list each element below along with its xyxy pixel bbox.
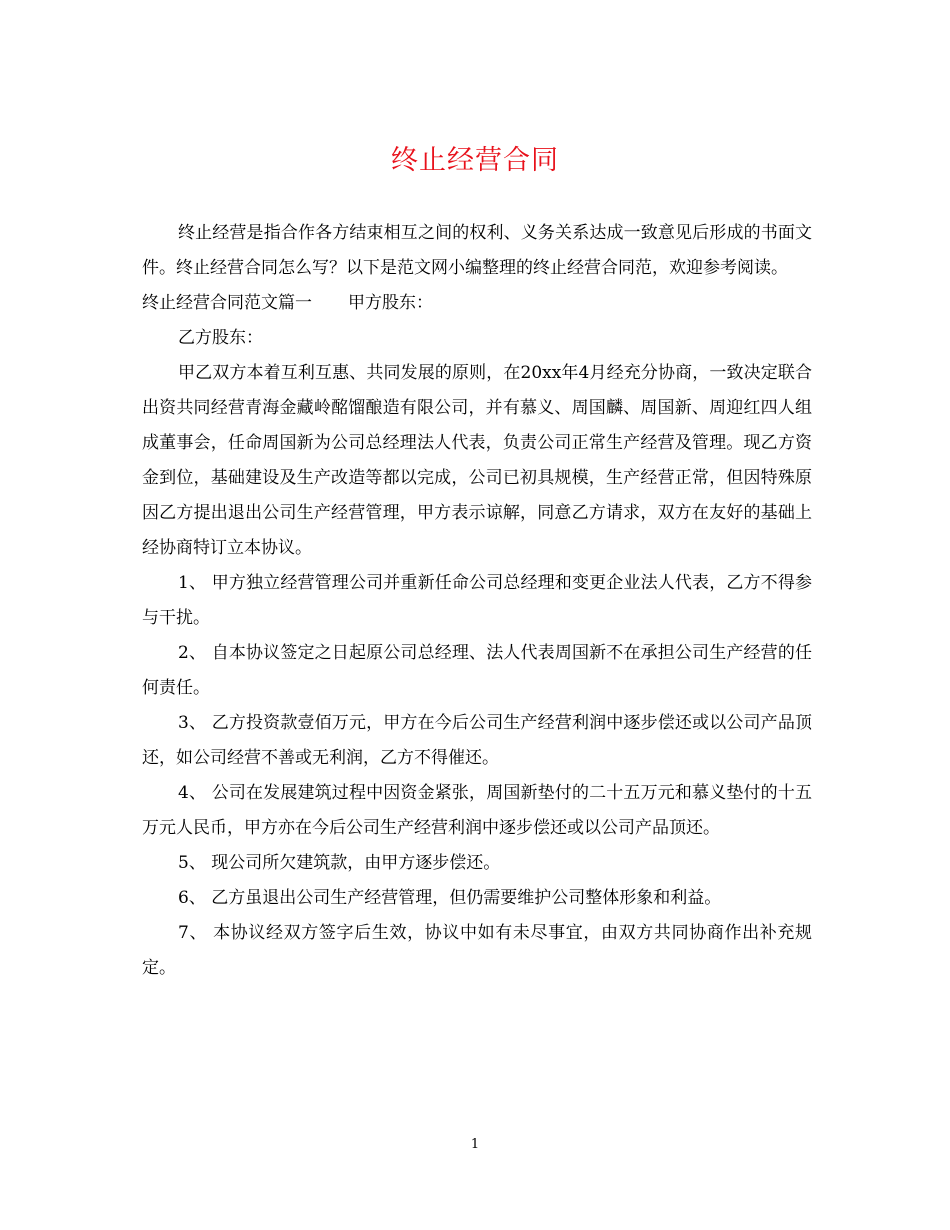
section-heading: 终止经营合同范文篇一 xyxy=(142,293,312,313)
clause-3: 3、 乙方投资款壹佰万元，甲方在今后公司生产经营利润中逐步偿还或以公司产品顶还，如公司经营不善或无利润，乙方不得催还。 xyxy=(142,713,812,768)
preamble-paragraph: 甲乙双方本着互利互惠、共同发展的原则，在20xx年4月经充分协商，一致决定联合出资共同经营青海金藏岭酩馏酿造有限公司，并有慕义、周国麟、周国新、周迎红四人组成董事会，任命周国新为公司总经理法人代表，负责公司正常生产经营及管理。现乙方资金到位，基础建设及生产改造等都以完成，公司已初具规模，生产经营正常，但因特殊原因乙方提出退出公司生产经营管理，甲方表示谅解，同意乙方请求，双方在友好的基础上经协商特订立本协议。 xyxy=(142,363,812,558)
page-number: 1 xyxy=(470,1137,480,1152)
clause-7: 7、 本协议经双方签字后生效，协议中如有未尽事宜，由双方共同协商作出补充规定。 xyxy=(142,923,812,978)
party-a-label: 甲方股东： xyxy=(348,293,433,313)
clause-5: 5、 现公司所欠建筑款，由甲方逐步偿还。 xyxy=(178,853,501,873)
document-title: 终止经营合同 xyxy=(391,145,559,176)
clause-6: 6、 乙方虽退出公司生产经营管理，但仍需要维护公司整体形象和利益。 xyxy=(178,888,722,908)
section-heading-line xyxy=(142,286,812,321)
clause-1: 1、 甲方独立经营管理公司并重新任命公司总经理和变更企业法人代表，乙方不得参与干扰。 xyxy=(142,573,812,628)
party-b-label: 乙方股东： xyxy=(178,328,263,348)
clause-4: 4、 公司在发展建筑过程中因资金紧张，周国新垫付的二十五万元和慕义垫付的十五万元人民币，甲方亦在今后公司生产经营利润中逐步偿还或以公司产品顶还。 xyxy=(142,783,812,838)
intro-paragraph: 终止经营是指合作各方结束相互之间的权利、义务关系达成一致意见后形成的书面文件。终止经营合同怎么写？以下是范文网小编整理的终止经营合同范，欢迎参考阅读。 xyxy=(142,223,812,278)
document-body xyxy=(142,216,812,986)
clause-2: 2、 自本协议签定之日起原公司总经理、法人代表周国新不在承担公司生产经营的任何责任。 xyxy=(142,643,812,698)
